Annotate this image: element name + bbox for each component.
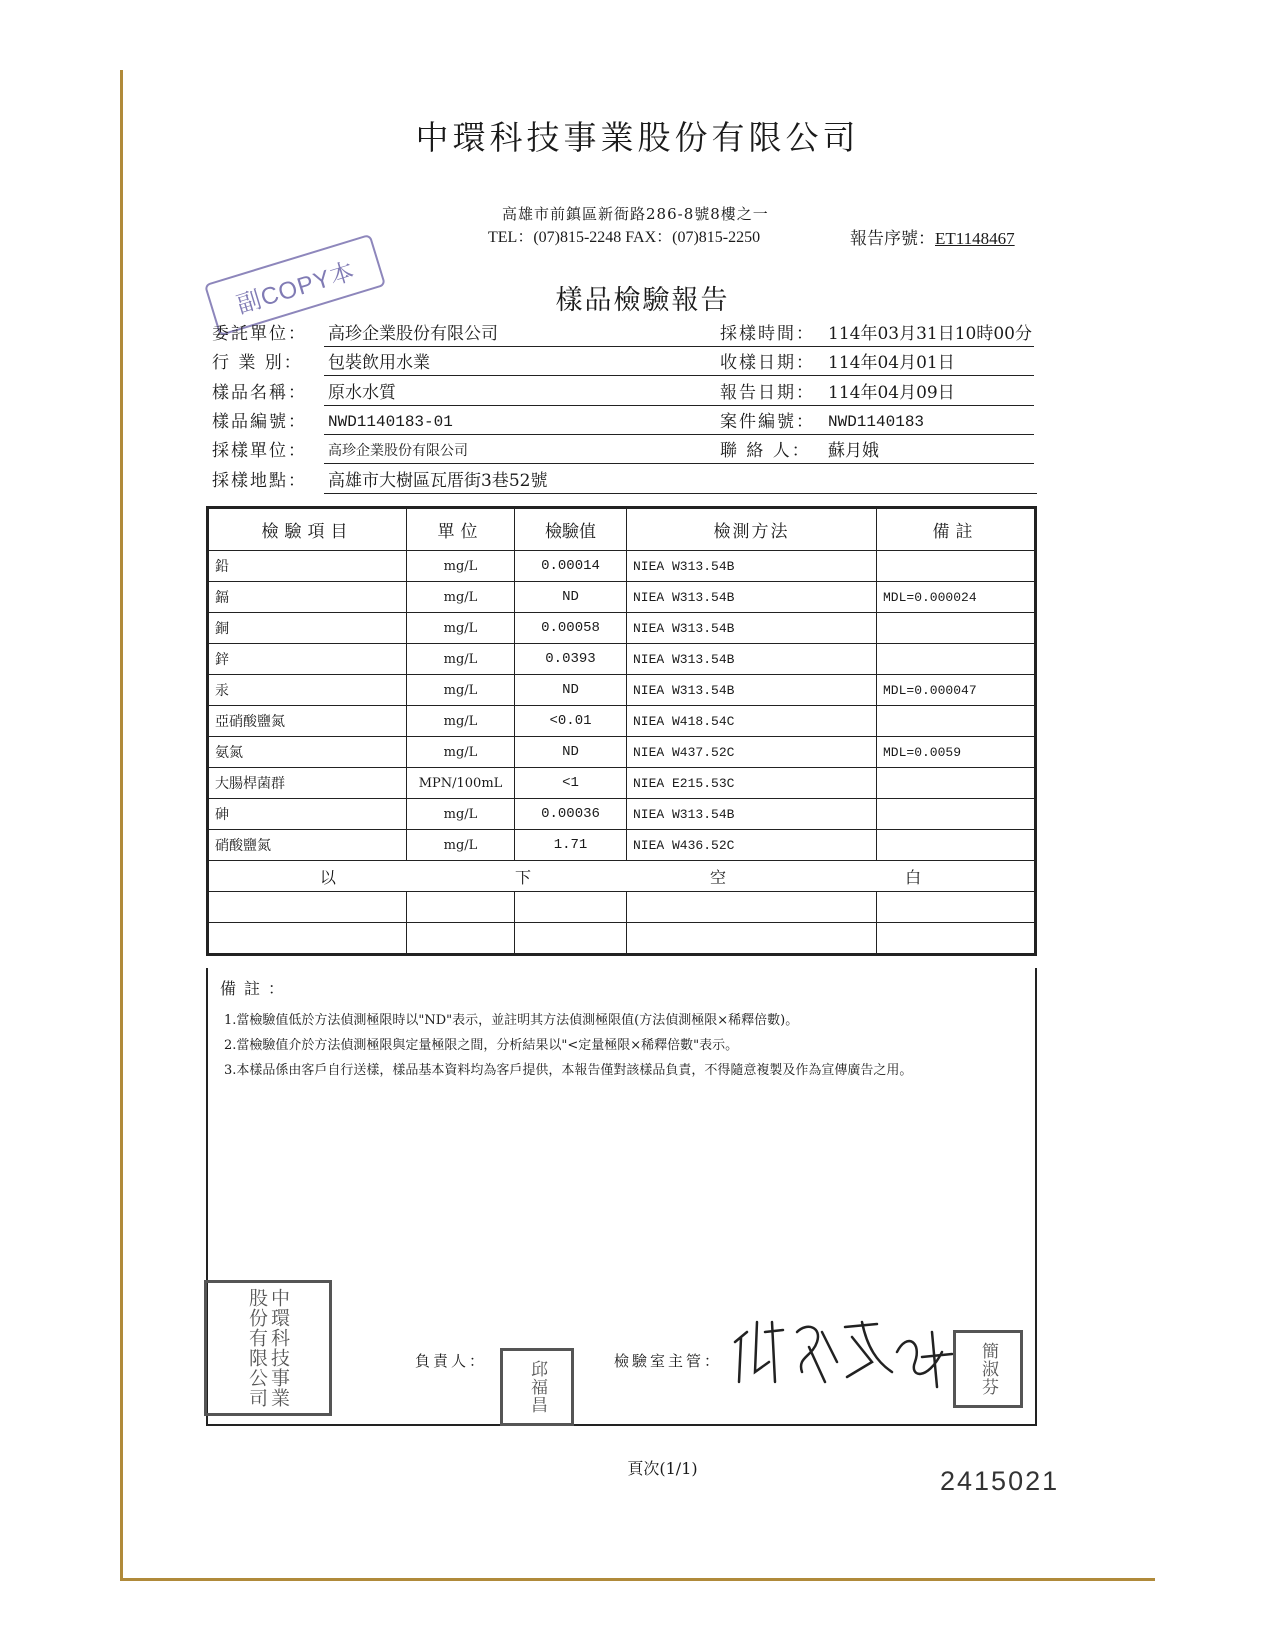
cell-item: 鎘 bbox=[209, 582, 407, 613]
document-title: 樣品檢驗報告 bbox=[555, 285, 730, 316]
page-number: 頁次(1/1) bbox=[627, 1459, 698, 1478]
cell-method: NIEA W437.52C bbox=[627, 737, 877, 768]
cell-value: ND bbox=[515, 737, 627, 768]
cell-note: MDL=0.0059 bbox=[877, 737, 1035, 768]
company-name: 中環科技事業股份有限公司 bbox=[415, 118, 860, 157]
blank-row bbox=[209, 861, 1035, 892]
field-label: 收樣日期： bbox=[720, 353, 815, 373]
cell-item: 鋅 bbox=[209, 644, 407, 675]
cell-item: 大腸桿菌群 bbox=[209, 768, 407, 799]
blank-word: 空 bbox=[710, 867, 729, 887]
cell-unit: MPN/100mL bbox=[407, 768, 515, 799]
cell-note bbox=[877, 830, 1035, 861]
cell-value: <1 bbox=[515, 768, 627, 799]
field-value: 高珍企業股份有限公司 bbox=[324, 438, 919, 464]
field-value: 高雄市大樹區瓦厝街3巷52號 bbox=[324, 468, 1037, 494]
field-value: 包裝飲用水業 bbox=[324, 350, 919, 376]
header-method: 檢測方法 bbox=[627, 509, 877, 551]
field-case-no bbox=[720, 409, 925, 435]
field-report-date bbox=[720, 380, 955, 406]
field-sample-no bbox=[212, 409, 453, 435]
cell-value: 0.00036 bbox=[515, 799, 627, 830]
report-number bbox=[850, 224, 1015, 249]
field-label: 報告日期： bbox=[720, 383, 815, 403]
field-sample-name bbox=[212, 380, 396, 406]
header-item: 檢驗項目 bbox=[209, 509, 407, 551]
handwritten-signature bbox=[727, 1302, 957, 1397]
field-label: 採樣時間： bbox=[720, 324, 815, 344]
field-label: 樣品名稱： bbox=[212, 383, 307, 403]
field-location bbox=[212, 468, 548, 494]
cell-unit: mg/L bbox=[407, 582, 515, 613]
cell-note bbox=[877, 706, 1035, 737]
cell-method: NIEA W313.54B bbox=[627, 551, 877, 582]
table-row bbox=[209, 613, 1035, 644]
cell-unit: mg/L bbox=[407, 613, 515, 644]
cell-item: 銅 bbox=[209, 613, 407, 644]
field-label: 樣品編號： bbox=[212, 412, 307, 432]
field-value: 高珍企業股份有限公司 bbox=[324, 321, 919, 347]
blank-word: 以 bbox=[319, 867, 338, 887]
cell-unit: mg/L bbox=[407, 799, 515, 830]
cell-item: 氨氮 bbox=[209, 737, 407, 768]
responsible-seal bbox=[500, 1348, 574, 1426]
paper-edge bbox=[120, 1578, 1155, 1581]
empty-row bbox=[209, 923, 1035, 954]
field-sampler bbox=[212, 438, 468, 464]
cell-value: 0.0393 bbox=[515, 644, 627, 675]
cell-item: 亞硝酸鹽氮 bbox=[209, 706, 407, 737]
cell-unit: mg/L bbox=[407, 644, 515, 675]
table-row bbox=[209, 551, 1035, 582]
field-label: 案件編號： bbox=[720, 412, 815, 432]
table-row bbox=[209, 768, 1035, 799]
blank-word: 白 bbox=[905, 867, 924, 887]
table-row bbox=[209, 644, 1035, 675]
cell-note: MDL=0.000024 bbox=[877, 582, 1035, 613]
cell-item: 砷 bbox=[209, 799, 407, 830]
field-value: 114年04月09日 bbox=[824, 380, 1034, 406]
cell-value: 0.00014 bbox=[515, 551, 627, 582]
lab-manager-seal-text: 簡淑芬 bbox=[978, 1342, 998, 1396]
field-value: NWD1140183 bbox=[824, 409, 1034, 435]
cell-note bbox=[877, 551, 1035, 582]
table-row bbox=[209, 799, 1035, 830]
table-row bbox=[209, 706, 1035, 737]
company-seal-text: 中環科技事業股份有限公司 bbox=[246, 1288, 290, 1408]
cell-method: NIEA E215.53C bbox=[627, 768, 877, 799]
field-value: 114年03月31日10時00分 bbox=[824, 321, 1034, 347]
cell-item: 硝酸鹽氮 bbox=[209, 830, 407, 861]
header-note: 備註 bbox=[877, 509, 1035, 551]
note-line: 2.當檢驗值介於方法偵測極限與定量極限之間，分析結果以"<定量極限×稀釋倍數"表示。 bbox=[224, 1038, 739, 1053]
note-line: 3.本樣品係由客戶自行送樣，樣品基本資料均為客戶提供，本報告僅對該樣品負責，不得隨意複製及作為宣傳廣告之用。 bbox=[224, 1063, 913, 1078]
report-number-value: ET1148467 bbox=[935, 229, 1015, 248]
serial-number: 2415021 bbox=[940, 1466, 1060, 1496]
responsible-seal-text: 邱福昌 bbox=[527, 1360, 547, 1414]
cell-value: 0.00058 bbox=[515, 613, 627, 644]
header-unit: 單位 bbox=[407, 509, 515, 551]
field-sample-time bbox=[720, 321, 1032, 347]
cell-note bbox=[877, 613, 1035, 644]
field-label: 聯 絡 人： bbox=[720, 441, 811, 461]
field-receive-date bbox=[720, 350, 955, 376]
cell-unit: mg/L bbox=[407, 551, 515, 582]
cell-unit: mg/L bbox=[407, 706, 515, 737]
lab-manager-label: 檢驗室主管： bbox=[614, 1352, 723, 1370]
cell-item: 汞 bbox=[209, 675, 407, 706]
cell-value: ND bbox=[515, 582, 627, 613]
header-value: 檢驗值 bbox=[515, 509, 627, 551]
company-contact: TEL：(07)815-2248 FAX：(07)815-2250 bbox=[488, 229, 761, 246]
copy-stamp: 副COPY本 bbox=[204, 234, 386, 337]
cell-item: 鉛 bbox=[209, 551, 407, 582]
company-seal bbox=[204, 1280, 332, 1416]
cell-method: NIEA W418.54C bbox=[627, 706, 877, 737]
field-label: 採樣單位： bbox=[212, 441, 307, 461]
cell-method: NIEA W313.54B bbox=[627, 644, 877, 675]
table-row bbox=[209, 675, 1035, 706]
table-row bbox=[209, 737, 1035, 768]
field-label: 行 業 別： bbox=[212, 353, 303, 373]
table-row bbox=[209, 582, 1035, 613]
report-number-label: 報告序號： bbox=[850, 229, 935, 249]
cell-value: <0.01 bbox=[515, 706, 627, 737]
note-line: 1.當檢驗值低於方法偵測極限時以"ND"表示，並註明其方法偵測極限值(方法偵測極限×稀釋倍數)。 bbox=[224, 1013, 799, 1028]
field-value: 原水水質 bbox=[324, 380, 919, 406]
lab-manager-seal bbox=[953, 1330, 1023, 1408]
blank-word: 下 bbox=[514, 867, 533, 887]
results-table bbox=[206, 506, 1037, 956]
cell-unit: mg/L bbox=[407, 830, 515, 861]
responsible-label: 負責人： bbox=[415, 1352, 488, 1370]
cell-unit: mg/L bbox=[407, 675, 515, 706]
field-label: 採樣地點： bbox=[212, 471, 307, 491]
cell-value: ND bbox=[515, 675, 627, 706]
field-client bbox=[212, 321, 498, 347]
field-value: NWD1140183-01 bbox=[324, 409, 919, 435]
empty-row bbox=[209, 892, 1035, 923]
cell-method: NIEA W313.54B bbox=[627, 582, 877, 613]
cell-method: NIEA W436.52C bbox=[627, 830, 877, 861]
company-address: 高雄市前鎮區新衙路286-8號8樓之一 bbox=[502, 205, 769, 223]
cell-method: NIEA W313.54B bbox=[627, 613, 877, 644]
field-industry bbox=[212, 350, 430, 376]
cell-method: NIEA W313.54B bbox=[627, 675, 877, 706]
notes-heading: 備註： bbox=[220, 979, 293, 998]
table-header-row bbox=[209, 509, 1035, 551]
cell-method: NIEA W313.54B bbox=[627, 799, 877, 830]
table-row bbox=[209, 830, 1035, 861]
cell-note bbox=[877, 644, 1035, 675]
cell-note bbox=[877, 799, 1035, 830]
field-value: 114年04月01日 bbox=[824, 350, 1034, 376]
cell-unit: mg/L bbox=[407, 737, 515, 768]
cell-note bbox=[877, 768, 1035, 799]
cell-value: 1.71 bbox=[515, 830, 627, 861]
field-label: 委託單位： bbox=[212, 324, 307, 344]
field-value: 蘇月娥 bbox=[824, 438, 1034, 464]
field-contact-person bbox=[720, 438, 879, 464]
cell-note: MDL=0.000047 bbox=[877, 675, 1035, 706]
